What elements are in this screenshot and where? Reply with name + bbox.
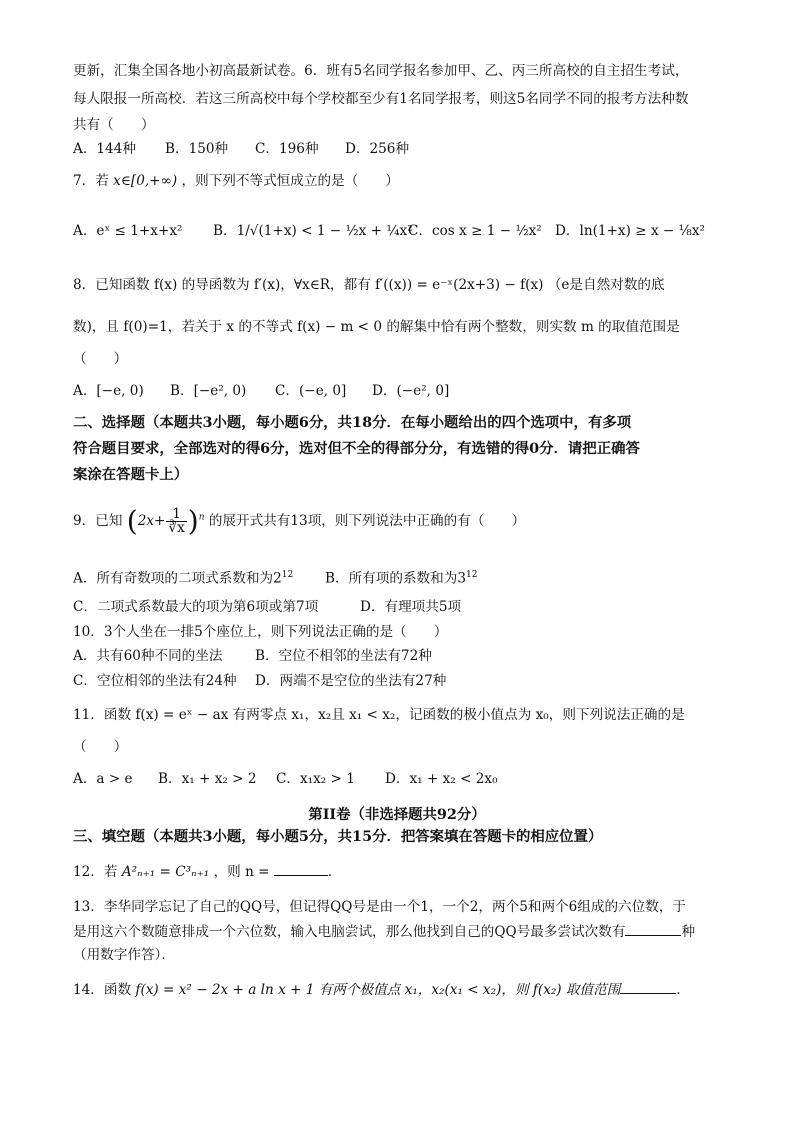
q11-option-c: C．x₁x₂ > 1 bbox=[276, 771, 355, 787]
q11-option-a: A．a > e bbox=[73, 771, 133, 787]
q9-stem bbox=[73, 504, 526, 538]
q12-post: ，则 n = bbox=[213, 864, 270, 880]
q7-option-c: C．cos x ≥ 1 − ½x² bbox=[408, 223, 542, 239]
q14-line bbox=[73, 980, 690, 999]
q14-end: ． bbox=[676, 982, 690, 998]
q12-end: ． bbox=[327, 864, 342, 880]
q7-stem-post: ，则下列不等式恒成立的是（ ） bbox=[181, 173, 400, 189]
q8-line1-mid: f(x) 的导函数为 f′(x)，∀x∈R，都有 f′((x)) = e⁻ˣ(2x+3) − f(x) bbox=[153, 277, 544, 293]
q6-option-a: A．144种 bbox=[73, 141, 136, 157]
q12-line bbox=[73, 862, 341, 881]
q13-line3: （用数字作答）． bbox=[73, 947, 175, 963]
q10-option-a: A．共有60种不同的坐法 bbox=[73, 648, 223, 664]
q7-stem bbox=[73, 172, 399, 190]
q6-option-d: D．256种 bbox=[345, 141, 410, 157]
q9-option-b: B．所有项的系数和为$3^{12}$ bbox=[325, 570, 478, 587]
q13-line2-pre: 是用这六个数随意排成一个六位数，输入电脑尝试，那么他找到自己的QQ号最多尝试次数有 bbox=[73, 924, 626, 940]
q14-answer-blank[interactable] bbox=[620, 980, 676, 994]
q8-line1 bbox=[73, 276, 665, 294]
q6-option-c: C．196种 bbox=[255, 141, 319, 157]
q10-option-d: D．两端不是空位的坐法有27种 bbox=[255, 673, 447, 689]
section2-line2: 符合题目要求，全部选对的得6分，选对但不全的得部分分，有选错的得0分．请把正确答 bbox=[73, 440, 640, 457]
q8-option-d: D．(−e², 0] bbox=[372, 383, 450, 399]
section3-heading: 三、填空题（本题共3小题，每小题5分，共15分．把答案填在答题卡的相应位置） bbox=[73, 828, 603, 845]
q10-stem: 10．3个人坐在一排5个座位上，则下列说法正确的是（ ） bbox=[73, 624, 448, 640]
q11-stem: 11．函数 f(x) = eˣ − ax 有两零点 x₁，x₂且 x₁ < x₂，记函数的极小值点为 x₀，则下列说法正确的是 bbox=[73, 707, 685, 723]
q8-option-b: B．[−e², 0) bbox=[170, 383, 247, 399]
q6-line1: 更新，汇集全国各地小初高最新试卷。6．班有5名同学报名参加甲、乙、丙三所高校的自主招生考试， bbox=[73, 63, 689, 79]
q9-option-a-text: A．所有奇数项的二项式系数和为 bbox=[73, 570, 274, 587]
q6-line3: 共有（ ） bbox=[73, 117, 155, 133]
q8-option-c: C．(−e, 0] bbox=[275, 383, 347, 399]
q13-answer-blank[interactable] bbox=[625, 922, 681, 936]
q9-stem-pre: 9．已知 bbox=[73, 513, 123, 529]
part2-title: 第II卷（非选择题共92分） bbox=[308, 806, 486, 823]
q8-option-a: A．[−e, 0) bbox=[73, 383, 144, 399]
q10-option-b: B．空位不相邻的坐法有72种 bbox=[255, 648, 432, 664]
q7-option-a: A．eˣ ≤ 1+x+x² bbox=[73, 223, 183, 239]
q13-line2-post: 种 bbox=[681, 924, 696, 940]
q7-option-b: B．1/√(1+x) < 1 − ½x + ¼x² bbox=[213, 223, 413, 239]
q8-line1-pre: 8．已知函数 bbox=[73, 277, 150, 293]
q8-line3: （ ） bbox=[73, 351, 128, 367]
section2-line3: 案涂在答题卡上） bbox=[73, 466, 189, 483]
q14-pre: 14．函数 bbox=[73, 982, 132, 998]
q7-stem-set: x∈[0,+∞) bbox=[113, 173, 178, 189]
q11-option-b: B．x₁ + x₂ > 2 bbox=[158, 771, 257, 787]
q13-line1: 13．李华同学忘记了自己的QQ号，但记得QQ号是由一个1，一个2，两个5和两个6组成的六位数，于 bbox=[73, 899, 687, 915]
q10-option-c: C．空位相邻的坐法有24种 bbox=[73, 673, 237, 689]
q6-option-b: B．150种 bbox=[165, 141, 229, 157]
q9-stem-post: 的展开式共有13项，则下列说法中正确的有（ ） bbox=[208, 513, 526, 529]
q9-option-b-text: B．所有项的系数和为 bbox=[325, 570, 458, 587]
q13-line2 bbox=[73, 922, 695, 941]
q14-expr: f(x) = x² − 2x + a ln x + 1 有两个极值点 x₁，x₂(x₁ < x₂)，则 f(x₂) 取值范围 bbox=[135, 982, 621, 998]
q6-line2: 每人限报一所高校．若这三所高校中每个学校都至少有1名同学报考，则这5名同学不同的报考方法种数 bbox=[73, 91, 689, 107]
q9-option-c: C．二项式系数最大的项为第6项或第7项 bbox=[73, 599, 319, 615]
q9-option-a-power: 12 bbox=[281, 570, 294, 580]
q11-paren: （ ） bbox=[73, 739, 128, 755]
q9-option-d: D．有理项共5项 bbox=[360, 599, 462, 615]
q12-pre: 12．若 bbox=[73, 864, 118, 880]
q7-stem-pre: 7．若 bbox=[73, 173, 109, 189]
q8-line2: 数)，且 f(0)=1，若关于 x 的不等式 f(x) − m < 0 的解集中恰有两个整数，则实数 m 的取值范围是 bbox=[73, 319, 680, 335]
q9-binomial: (2x+ $\frac{1}{∛x}$ )$^n$ bbox=[126, 504, 205, 538]
q11-option-d: D．x₁ + x₂ < 2x₀ bbox=[385, 771, 498, 787]
q12-expr: A²ₙ₊₁ = C³ₙ₊₁ bbox=[121, 864, 210, 880]
q8-line1-post: （e是自然对数的底 bbox=[547, 277, 665, 293]
section2-line1: 二、选择题（本题共3小题，每小题6分，共18分．在每小题给出的四个选项中，有多项 bbox=[73, 414, 632, 431]
q9-option-a: A．所有奇数项的二项式系数和为$2^{12}$ bbox=[73, 570, 294, 587]
q9-option-b-power: 12 bbox=[466, 570, 478, 580]
q7-option-d: D．ln(1+x) ≥ x − ⅛x² bbox=[555, 223, 705, 239]
q12-answer-blank[interactable] bbox=[274, 862, 328, 876]
